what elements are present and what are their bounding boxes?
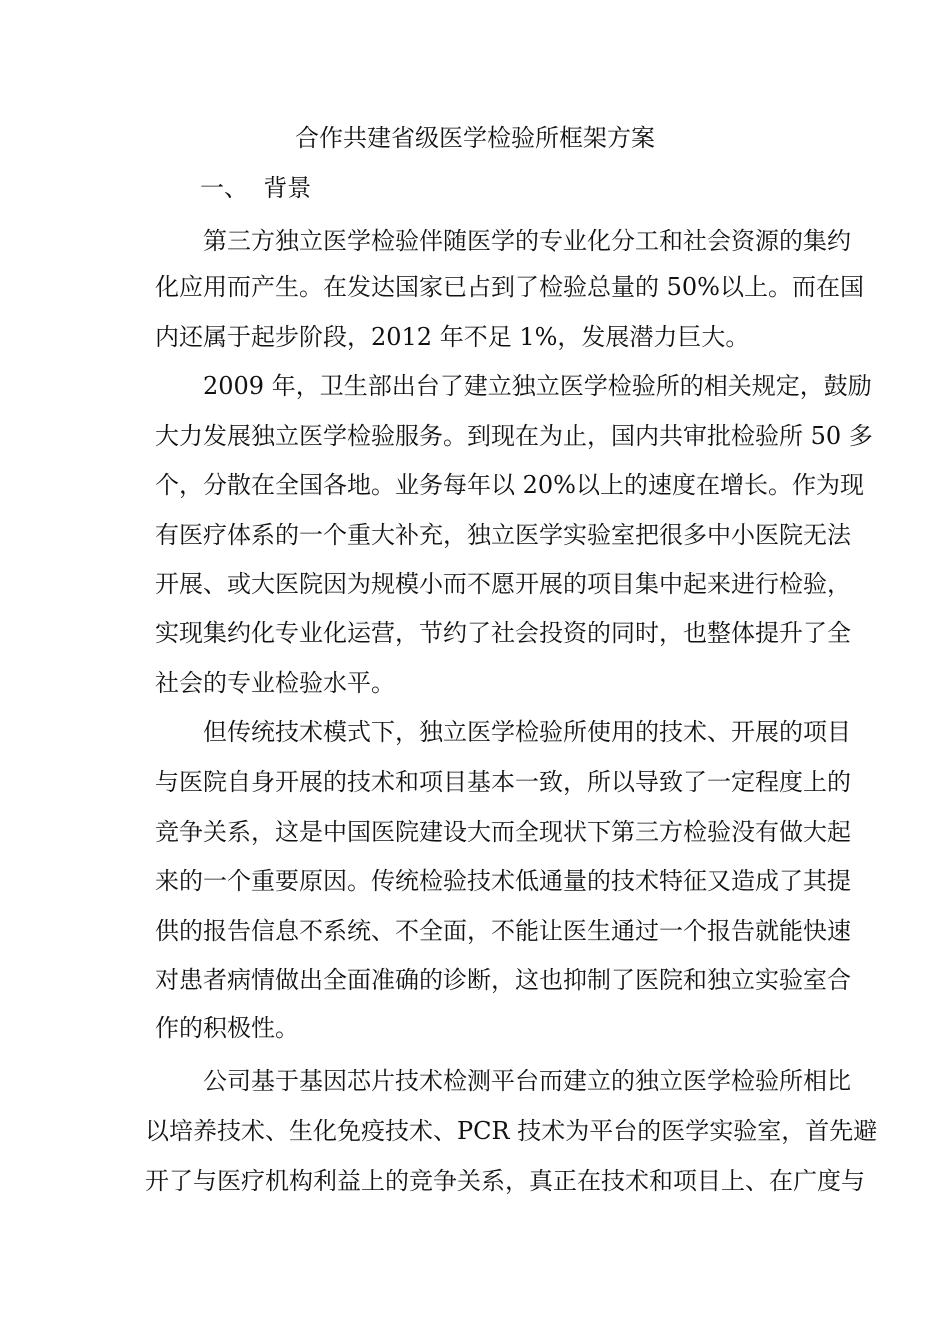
paragraph-line: 供的报告信息不系统、不全面，不能让医生通过一个报告就能快速 bbox=[155, 917, 851, 945]
paragraph-line: 实现集约化专业化运营，节约了社会投资的同时，也整体提升了全 bbox=[155, 619, 851, 647]
paragraph-line: 2009 年，卫生部出台了建立独立医学检验所的相关规定，鼓励 bbox=[203, 372, 872, 400]
paragraph-line: 第三方独立医学检验伴随医学的专业化分工和社会资源的集约 bbox=[203, 227, 851, 255]
paragraph-line: 以培养技术、生化免疫技术、PCR 技术为平台的医学实验室，首先避 bbox=[145, 1117, 878, 1145]
section-heading-background: 一、 背景 bbox=[200, 174, 312, 202]
paragraph-line: 但传统技术模式下，独立医学检验所使用的技术、开展的项目 bbox=[203, 718, 851, 746]
paragraph-line: 作的积极性。 bbox=[155, 1014, 299, 1042]
paragraph-line: 社会的专业检验水平。 bbox=[155, 669, 395, 697]
paragraph-line: 内还属于起步阶段，2012 年不足 1%，发展潜力巨大。 bbox=[155, 323, 750, 351]
paragraph-line: 化应用而产生。在发达国家已占到了检验总量的 50%以上。而在国 bbox=[155, 273, 864, 301]
paragraph-line: 开了与医疗机构利益上的竞争关系，真正在技术和项目上、在广度与 bbox=[145, 1167, 865, 1195]
paragraph-line: 个，分散在全国各地。业务每年以 20%以上的速度在增长。作为现 bbox=[155, 471, 864, 499]
paragraph-line: 与医院自身开展的技术和项目基本一致，所以导致了一定程度上的 bbox=[155, 768, 851, 796]
document-title: 合作共建省级医学检验所框架方案 bbox=[295, 124, 655, 152]
paragraph-line: 开展、或大医院因为规模小而不愿开展的项目集中起来进行检验， bbox=[155, 570, 851, 598]
paragraph-line: 对患者病情做出全面准确的诊断，这也抑制了医院和独立实验室合 bbox=[155, 966, 851, 994]
paragraph-line: 有医疗体系的一个重大补充，独立医学实验室把很多中小医院无法 bbox=[155, 521, 851, 549]
paragraph-line: 竞争关系，这是中国医院建设大而全现状下第三方检验没有做大起 bbox=[155, 818, 851, 846]
paragraph-line: 大力发展独立医学检验服务。到现在为止，国内共审批检验所 50 多 bbox=[155, 422, 873, 450]
paragraph-line: 来的一个重要原因。传统检验技术低通量的技术特征又造成了其提 bbox=[155, 867, 851, 895]
paragraph-line: 公司基于基因芯片技术检测平台而建立的独立医学检验所相比 bbox=[203, 1067, 851, 1095]
